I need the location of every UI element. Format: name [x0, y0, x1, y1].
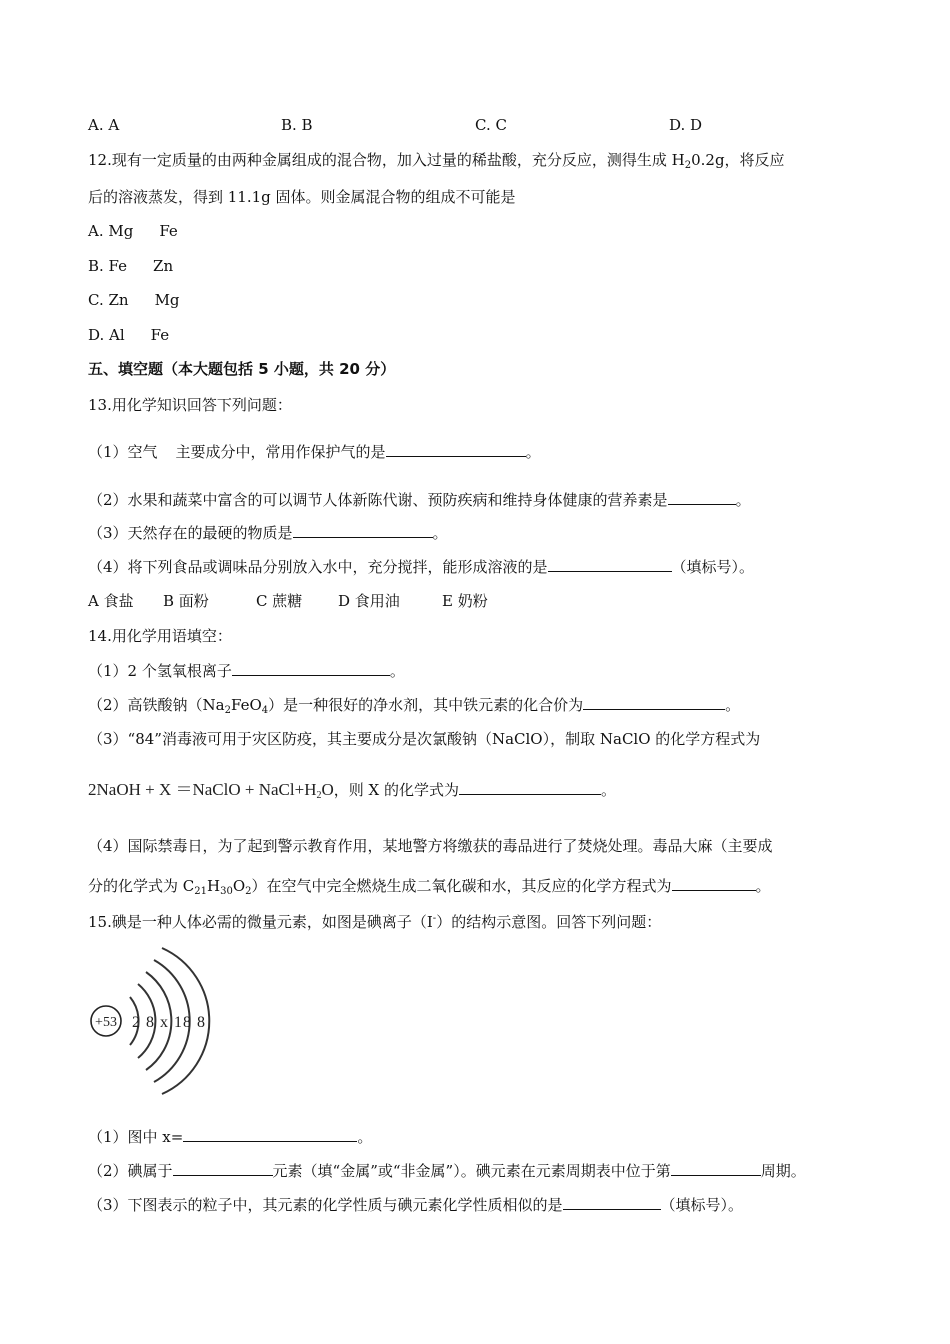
q13-part1: （1）空气 主要成分中，常用作保护气的是 。	[88, 443, 541, 461]
q12-option-c: C. Zn Mg	[88, 291, 180, 309]
q11-option-c: C. C	[475, 116, 507, 134]
answer-blank	[183, 1126, 357, 1142]
q14-part4-line2: 分的化学式为 $C_{21}H_{30}O_2$）在空气中完全燃烧生成二氧化碳和水，其反应的化学方程式为 。	[88, 877, 771, 897]
iodide-ion-structure-diagram	[86, 940, 226, 1105]
q14-equation-line: 2NaOH + X ＝NaClO + $NaCl+H_2O$，则 X 的化学式为 。	[88, 780, 617, 801]
q13-choice-b: B 面粉	[163, 592, 209, 610]
section-heading: 五、填空题（本大题包括 5 小题，共 20 分）	[88, 360, 396, 378]
answer-blank	[548, 556, 672, 572]
shell-electron-counts: 2 8 x 18 8	[132, 1014, 206, 1031]
q14-part1: （1）2 个氢氧根离子 。	[88, 662, 405, 680]
q13-part3: （3）天然存在的最硬的物质是 。	[88, 524, 448, 542]
chemical-equation: 2NaOH + X ＝NaClO + $NaCl+H_2O$	[88, 780, 334, 801]
q11-option-d: D. D	[669, 116, 703, 134]
q15-stem: 15.碘是一种人体必需的微量元素，如图是碘离子（I-）的结构示意图。回答下列问题：	[88, 913, 662, 931]
q11-option-b: B. B	[281, 116, 313, 134]
q12-option-a: A. Mg Fe	[88, 222, 178, 240]
q13-choice-d: D 食用油	[338, 592, 400, 610]
q12-stem-line1: 12.现有一定质量的由两种金属组成的混合物，加入过量的稀盐酸，充分反应，测得生成 $H_20.2g$，将反应	[88, 151, 785, 171]
nucleus-charge: +53	[95, 1015, 117, 1030]
q13-choice-e: E 奶粉	[442, 592, 488, 610]
q14-part2: （2）高铁酸钠$(Na_2FeO_4)$是一种很好的净水剂，其中铁元素的化合价为 。	[88, 696, 741, 716]
q15-part2: （2）碘属于 元素（填“金属”或“非金属”）。碘元素在元素周期表中位于第 周期。	[88, 1162, 806, 1180]
answer-blank	[672, 875, 756, 891]
q14-part4-line1: （4）国际禁毒日，为了起到警示教育作用，某地警方将缴获的毒品进行了焚烧处理。毒品大麻（主要成	[88, 837, 773, 855]
q13-choice-c: C 蔗糖	[256, 592, 303, 610]
answer-blank	[232, 660, 390, 676]
q12-option-d: D. Al Fe	[88, 326, 170, 344]
answer-blank	[583, 694, 725, 710]
q13-choice-a: A 食盐	[88, 592, 134, 610]
answer-blank	[671, 1160, 761, 1176]
q12-option-b: B. Fe Zn	[88, 257, 174, 275]
answer-blank	[293, 522, 433, 538]
q15-part1: （1）图中 x= 。	[88, 1128, 373, 1146]
answer-blank	[173, 1160, 273, 1176]
answer-blank	[563, 1194, 661, 1210]
q14-stem: 14.用化学用语填空：	[88, 627, 232, 645]
answer-blank	[459, 779, 601, 795]
answer-blank	[386, 441, 526, 457]
answer-blank	[668, 489, 736, 505]
q11-option-a: A. A	[88, 116, 120, 134]
q13-part2: （2）水果和蔬菜中富含的可以调节人体新陈代谢、预防疾病和维持身体健康的营养素是 。	[88, 491, 751, 509]
q14-part3: （3）“84”消毒液可用于灾区防疫，其主要成分是次氯酸钠（NaClO），制取 NaClO 的化学方程式为	[88, 730, 761, 748]
q15-part3: （3）下图表示的粒子中，其元素的化学性质与碘元素化学性质相似的是 （填标号）。	[88, 1196, 744, 1214]
q12-stem-line2: 后的溶液蒸发，得到 11.1g 固体。则金属混合物的组成不可能是	[88, 188, 516, 206]
q13-part4: （4）将下列食品或调味品分别放入水中，充分搅拌，能形成溶液的是 （填标号）。	[88, 558, 755, 576]
q13-stem: 13.用化学知识回答下列问题：	[88, 396, 292, 414]
